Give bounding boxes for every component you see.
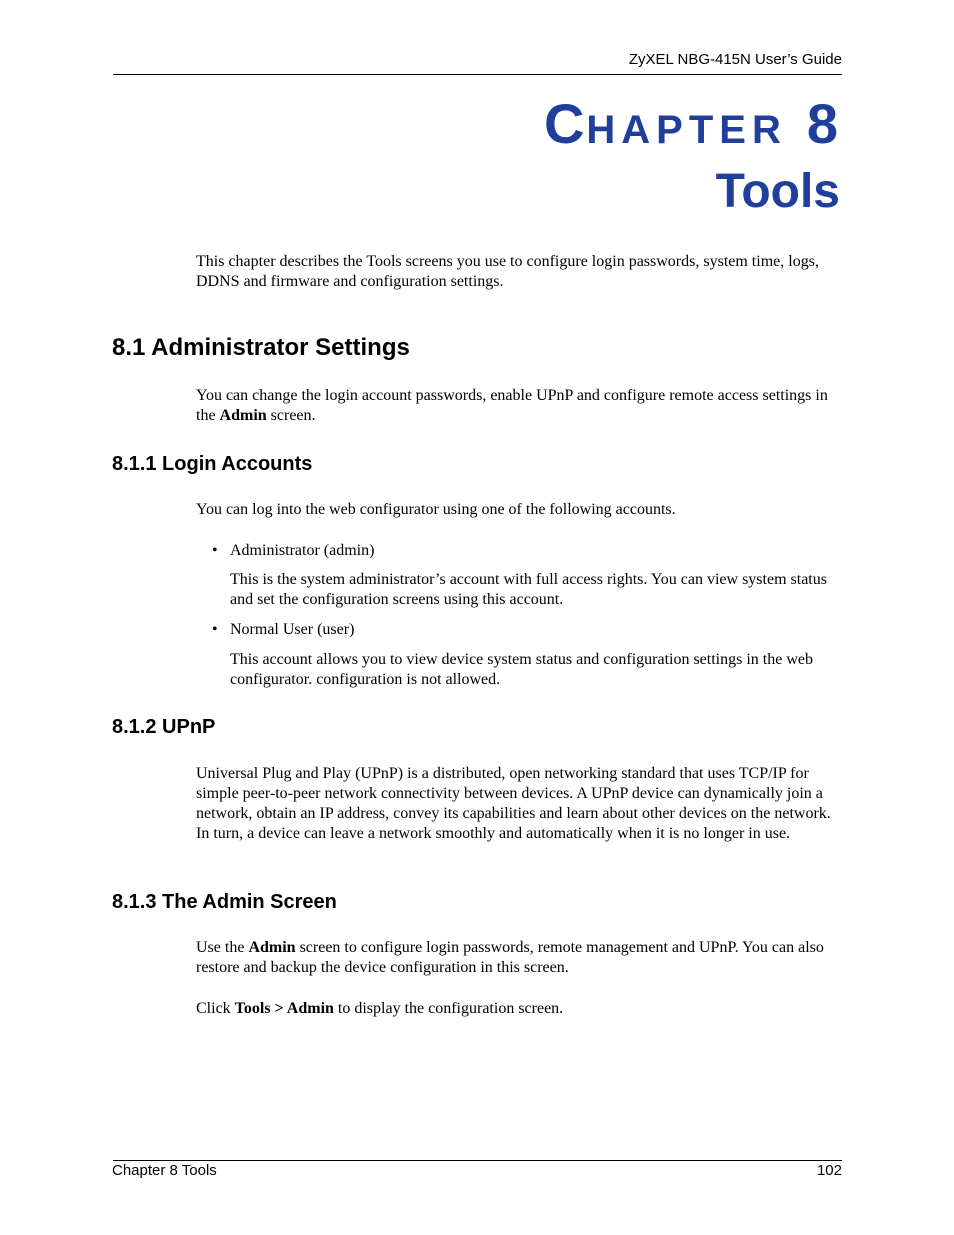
footer-chapter: Chapter 8 Tools <box>112 1162 217 1179</box>
chapter-number: 8 <box>806 92 840 155</box>
list-item-admin-desc: This is the system administrator’s account with full access rights. You can view system status and set the configuration screens using this account. <box>230 571 827 608</box>
list-item-admin: • Administrator (admin) <box>212 542 375 559</box>
chapter-label <box>543 92 840 155</box>
section-heading-8-1-2: 8.1.2 UPnP <box>112 716 216 738</box>
section-8-1-2-paragraph: Universal Plug and Play (UPnP) is a distributed, open networking standard that uses TCP/IP for simple peer-to-peer network connectivity between devices. A UPnP device can dynamically join a network, obtain an IP address, convey its capabilities and learn about other devices on the network. In turn, a device can leave a network smoothly and automatically when it is no longer in use. <box>196 765 831 842</box>
section-8-1-1-paragraph: You can log into the web configurator using one of the following accounts. <box>196 501 676 518</box>
chapter-title: Tools <box>715 165 840 218</box>
list-item-user: • Normal User (user) <box>212 621 355 638</box>
section-8-1-3-click-paragraph: Click Tools > Admin to display the configuration screen. <box>196 1000 564 1017</box>
section-heading-8-1-1: 8.1.1 Login Accounts <box>112 453 313 475</box>
running-header: ZyXEL NBG-415N User’s Guide <box>628 51 842 68</box>
section-heading-8-1-3: 8.1.3 The Admin Screen <box>112 891 337 913</box>
chapter-label-rest: HAPTER <box>586 108 787 152</box>
header-rule <box>113 74 842 75</box>
page-number: 102 <box>816 1162 842 1179</box>
section-8-1-paragraph: You can change the login account passwords, enable UPnP and configure remote access settings in the Admin screen. <box>196 387 828 424</box>
section-8-1-3-paragraph: Use the Admin screen to configure login passwords, remote management and UPnP. You can also restore and backup the device configuration in this screen. <box>196 939 824 976</box>
section-heading-8-1: 8.1 Administrator Settings <box>112 334 410 361</box>
list-item-user-desc: This account allows you to view device system status and configuration settings in the web configurator. configuration is not allowed. <box>230 651 813 688</box>
chapter-label-initial: C <box>543 92 587 155</box>
intro-paragraph: This chapter describes the Tools screens you use to configure login passwords, system time, logs, DDNS and firmware and configuration settings. <box>196 253 819 290</box>
footer-rule <box>113 1160 842 1161</box>
